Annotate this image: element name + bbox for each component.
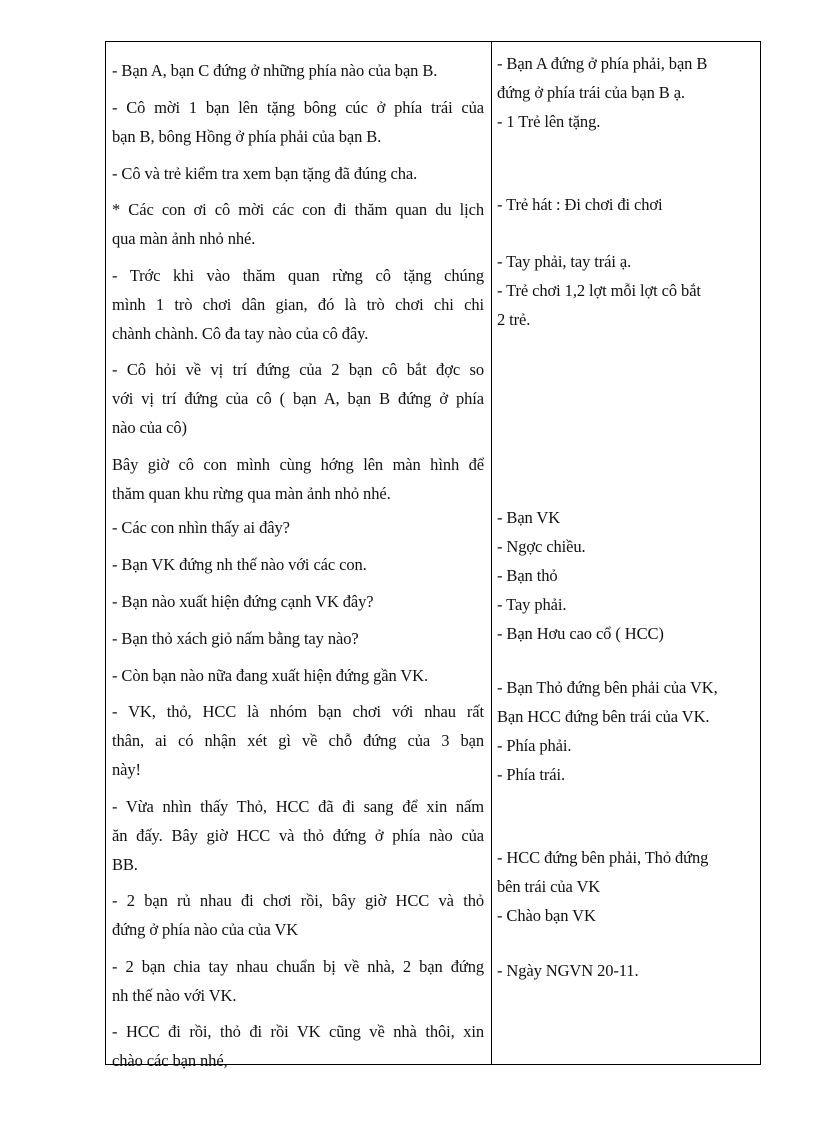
text-line: - Phía phải. bbox=[497, 736, 572, 755]
text-line: - Còn bạn nào nữa đang xuất hiện đứng gần VK. bbox=[112, 666, 428, 685]
right-paragraph bbox=[497, 956, 757, 985]
text-line: với vị trí đứng của cô ( bạn A, bạn B đứng ở phía bbox=[112, 389, 484, 408]
text-line: chành chành. Cô đa tay nào của cô đây. bbox=[112, 324, 369, 343]
left-paragraph bbox=[112, 1017, 484, 1075]
column-divider bbox=[491, 42, 492, 1064]
right-paragraph bbox=[497, 49, 757, 136]
text-line: - Phía trái. bbox=[497, 765, 565, 784]
text-line: - 2 bạn rủ nhau đi chơi rồi, bây giờ HCC và thỏ bbox=[112, 891, 484, 910]
text-line: - Trẻ chơi 1,2 lợt mỗi lợt cô bắt bbox=[497, 281, 701, 300]
text-line: - Ngợc chiều. bbox=[497, 537, 586, 556]
text-line: - Bạn VK đứng nh thế nào với các con. bbox=[112, 555, 367, 574]
text-line: - Bạn nào xuất hiện đứng cạnh VK đây? bbox=[112, 592, 374, 611]
text-line: - Ngày NGVN 20-11. bbox=[497, 961, 639, 980]
text-line: 2 trẻ. bbox=[497, 310, 531, 329]
text-line: - 2 bạn chia tay nhau chuẩn bị về nhà, 2 bạn đứng bbox=[112, 957, 484, 976]
text-line: - Trớc khi vào thăm quan rừng cô tặng chúng bbox=[112, 266, 484, 285]
text-line: - 1 Trẻ lên tặng. bbox=[497, 112, 601, 131]
left-paragraph bbox=[112, 886, 484, 944]
text-line: - Cô và trẻ kiểm tra xem bạn tặng đã đúng cha. bbox=[112, 164, 418, 183]
left-paragraph bbox=[112, 624, 484, 653]
left-paragraph bbox=[112, 159, 484, 188]
left-paragraph bbox=[112, 587, 484, 616]
left-paragraph bbox=[112, 697, 484, 784]
text-line: - Cô mời 1 bạn lên tặng bông cúc ở phía trái của bbox=[112, 98, 484, 117]
text-line: mình 1 trò chơi dân gian, đó là trò chơi chi chi bbox=[112, 295, 484, 314]
text-line: nh thế nào với VK. bbox=[112, 986, 237, 1005]
text-line: - VK, thỏ, HCC là nhóm bạn chơi với nhau rất bbox=[112, 702, 484, 721]
text-line: bạn B, bông Hồng ở phía phải của bạn B. bbox=[112, 127, 382, 146]
text-line: - Tay phải, tay trái ạ. bbox=[497, 252, 632, 271]
left-paragraph bbox=[112, 195, 484, 253]
text-line: - Các con nhìn thấy ai đây? bbox=[112, 518, 290, 537]
text-line: - Trẻ hát : Đi chơi đi chơi bbox=[497, 195, 663, 214]
text-line: qua màn ảnh nhỏ nhé. bbox=[112, 229, 256, 248]
left-paragraph bbox=[112, 792, 484, 879]
text-line: - Bạn VK bbox=[497, 508, 561, 527]
text-line: bên trái của VK bbox=[497, 877, 601, 896]
text-line: ăn đấy. Bây giờ HCC và thỏ đứng ở phía nào của bbox=[112, 826, 484, 845]
text-line: - HCC đi rồi, thỏ đi rồi VK cũng về nhà thôi, xin bbox=[112, 1022, 484, 1041]
text-line: Bây giờ cô con mình cùng hớng lên màn hình để bbox=[112, 455, 484, 474]
text-line: - Bạn A đứng ở phía phải, bạn B bbox=[497, 54, 708, 73]
left-paragraph bbox=[112, 513, 484, 542]
lesson-table bbox=[105, 41, 761, 1070]
text-line: BB. bbox=[112, 855, 138, 874]
text-line: - Bạn thỏ bbox=[497, 566, 558, 585]
left-paragraph bbox=[112, 450, 484, 508]
text-line: - Bạn Thỏ đứng bên phải của VK, bbox=[497, 678, 718, 697]
text-line: - HCC đứng bên phải, Thỏ đứng bbox=[497, 848, 709, 867]
text-line: - Bạn A, bạn C đứng ở những phía nào của bạn B. bbox=[112, 61, 438, 80]
right-paragraph bbox=[497, 673, 757, 789]
left-paragraph bbox=[112, 661, 484, 690]
text-line: - Bạn thỏ xách giỏ nấm bằng tay nào? bbox=[112, 629, 359, 648]
right-paragraph bbox=[497, 247, 757, 334]
text-line: - Tay phải. bbox=[497, 595, 567, 614]
left-paragraph bbox=[112, 550, 484, 579]
right-paragraph bbox=[497, 190, 757, 219]
right-paragraph bbox=[497, 503, 757, 648]
text-line: chào các bạn nhé, bbox=[112, 1051, 228, 1070]
text-line: đứng ở phía nào của của VK bbox=[112, 920, 299, 939]
text-line: nào của cô) bbox=[112, 418, 187, 437]
left-paragraph bbox=[112, 56, 484, 85]
text-line: - Cô hỏi về vị trí đứng của 2 bạn cô bắt đợc so bbox=[112, 360, 484, 379]
text-line: * Các con ơi cô mời các con đi thăm quan du lịch bbox=[112, 200, 484, 219]
left-paragraph bbox=[112, 93, 484, 151]
text-line: - Bạn Hơu cao cổ ( HCC) bbox=[497, 624, 664, 643]
text-line: đứng ở phía trái của bạn B ạ. bbox=[497, 83, 685, 102]
text-line: - Chào bạn VK bbox=[497, 906, 596, 925]
text-line: này! bbox=[112, 760, 141, 779]
right-paragraph bbox=[497, 843, 757, 930]
text-line: - Vừa nhìn thấy Thỏ, HCC đã đi sang để xin nấm bbox=[112, 797, 484, 816]
text-line: thân, ai có nhận xét gì về chỗ đứng của 3 bạn bbox=[112, 731, 484, 750]
left-paragraph bbox=[112, 952, 484, 1010]
text-line: thăm quan khu rừng qua màn ảnh nhỏ nhé. bbox=[112, 484, 391, 503]
text-line: Bạn HCC đứng bên trái của VK. bbox=[497, 707, 710, 726]
left-paragraph bbox=[112, 355, 484, 442]
left-paragraph bbox=[112, 261, 484, 348]
